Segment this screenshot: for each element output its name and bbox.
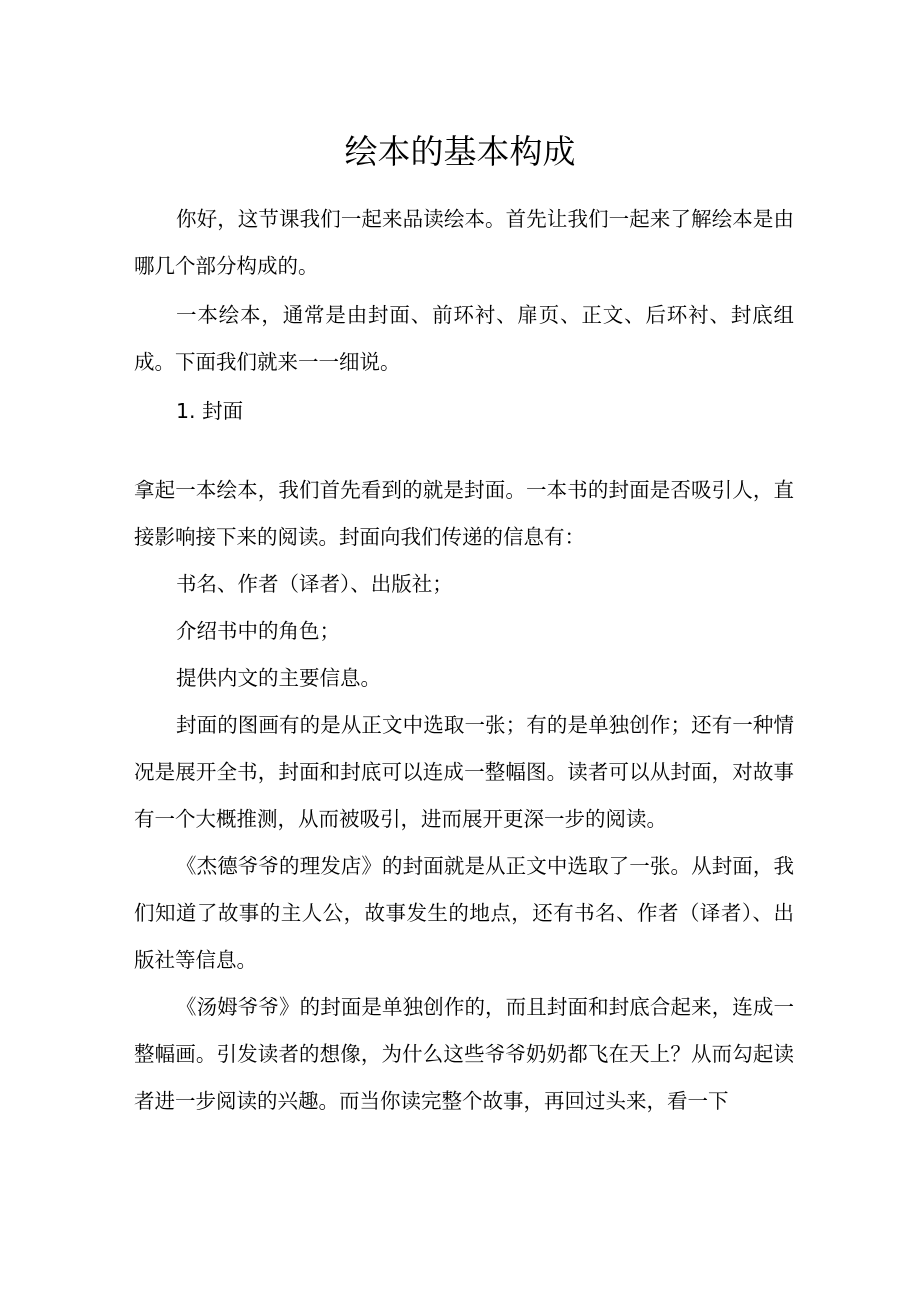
paragraph-cover-intro: 拿起一本绘本，我们首先看到的就是封面。一本书的封面是否吸引人，直接影响接下来的阅读。封面向我们传递的信息有： <box>134 478 794 549</box>
list-item-cover-info-3: 提供内文的主要信息。 <box>176 666 381 690</box>
document-body <box>134 196 794 1125</box>
section-heading-cover: 1. 封面 <box>176 399 244 423</box>
list-item-cover-info-2: 介绍书中的角色； <box>176 619 340 643</box>
paragraph-intro: 你好，这节课我们一起来品读绘本。首先让我们一起来了解绘本是由哪几个部分构成的。 <box>134 207 794 278</box>
paragraph-cover-images: 封面的图画有的是从正文中选取一张；有的是单独创作；还有一种情况是展开全书，封面和封底可以连成一整幅图。读者可以从封面，对故事有一个大概推测，从而被吸引，进而展开更深一步的阅读。 <box>134 713 794 831</box>
list-item-cover-info-1: 书名、作者（译者）、出版社； <box>176 572 453 596</box>
document-title: 绘本的基本构成 <box>344 132 576 171</box>
paragraph-composition: 一本绘本，通常是由封面、前环衬、扉页、正文、后环衬、封底组成。下面我们就来一一细说。 <box>134 303 794 374</box>
paragraph-example-barber: 《杰德爷爷的理发店》的封面就是从正文中选取了一张。从封面，我们知道了故事的主人公，故事发生的地点，还有书名、作者（译者）、出版社等信息。 <box>134 854 794 972</box>
paragraph-example-grandpa-tom: 《汤姆爷爷》的封面是单独创作的，而且封面和封底合起来，连成一整幅画。引发读者的想像，为什么这些爷爷奶奶都飞在天上？从而勾起读者进一步阅读的兴趣。而当你读完整个故事，再回过头来，看一下 <box>134 995 794 1113</box>
